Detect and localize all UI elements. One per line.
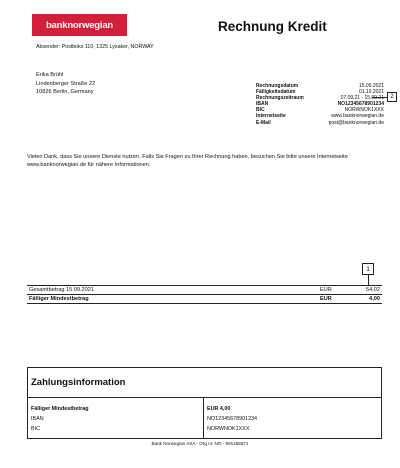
payment-info-grid [28, 405, 381, 435]
callout-leader-line [372, 97, 387, 98]
callout-marker-1: 1 [362, 263, 374, 275]
payment-value: EUR 4,00 [207, 406, 231, 412]
amount-label: Fälliger Mindestbetrag [29, 295, 89, 302]
payment-info-box [27, 367, 382, 439]
meta-value: post@banknorwegian.de [328, 119, 384, 126]
payment-row [28, 425, 381, 435]
amount-label: Gesamtbetrag 15.09.2021 [29, 287, 94, 293]
payment-value: NORWNOK1XXX [207, 426, 250, 432]
recipient-name: Erika Brühl [36, 72, 64, 78]
meta-label: E-Mail [256, 119, 271, 126]
meta-value: NO12345678901234 [337, 101, 384, 108]
invoice-meta [256, 83, 384, 126]
callout-leader-line [368, 275, 369, 285]
callout-marker-2: 2 [387, 92, 397, 102]
amount-currency: EUR [320, 295, 332, 302]
thank-you-text: Vielen Dank, dass Sie unsere Dienste nutzen. Falls Sie Fragen zu Ihrer Rechnung haben, besuchen Sie bitte unsere Internetseite www.banknorwegian.de für nähere Informationen. [27, 154, 348, 168]
amount-table [27, 285, 382, 304]
bank-logo-text: banknorwegian [45, 19, 114, 31]
sender-line: Absender: Postboks 110, 1325 Lysaker, NORWAY [36, 44, 154, 50]
meta-label: Internetseite [256, 113, 286, 120]
recipient-street: Lindenberger Straße 22 [36, 80, 96, 87]
meta-value: 01.10.2021 [358, 89, 384, 96]
payment-label: BIC [31, 426, 40, 432]
meta-value: NORWNOK1XXX [344, 107, 384, 114]
payment-label: IBAN [31, 416, 44, 422]
meta-value: 15.09.2021 [358, 83, 384, 89]
bank-logo [32, 14, 127, 36]
recipient-address [36, 71, 95, 97]
payment-value: NO12345678901234 [207, 416, 258, 422]
document-title: Rechnung Kredit [218, 19, 327, 34]
meta-label: Rechnungsdatum [256, 83, 299, 89]
payment-label: Fälliger Mindestbetrag [31, 406, 89, 412]
meta-value: www.banknorwegian.de [331, 113, 384, 120]
amount-row-total [27, 285, 382, 294]
recipient-city: 10826 Berlin, Germany [36, 89, 94, 96]
meta-label: Rechnungszeitraum [256, 95, 304, 102]
meta-label: Fälligkeitsdatum [256, 89, 296, 96]
payment-row [28, 415, 381, 425]
meta-row [256, 120, 384, 126]
meta-label: IBAN [256, 101, 269, 108]
meta-label: BIC [256, 107, 265, 114]
payment-info-title: Zahlungsinformation [28, 368, 381, 398]
meta-value: 07.09.21 - 15.09.21 [340, 95, 384, 102]
amount-currency: EUR [320, 287, 332, 293]
payment-row [28, 405, 381, 415]
amount-value: 54,02 [366, 287, 380, 293]
amount-row-minimum [27, 294, 382, 304]
footer-text: Bank Norwegian ASA - Org nr. NO - 991455671 [151, 441, 249, 446]
amount-value: 4,00 [369, 295, 380, 302]
